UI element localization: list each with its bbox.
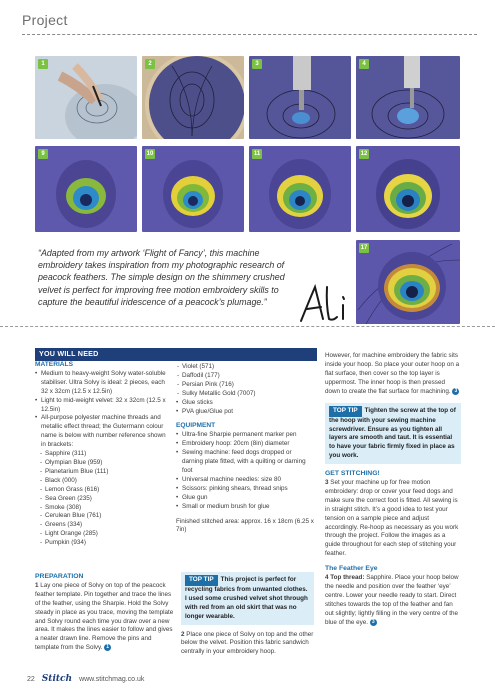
equipment-list	[176, 431, 314, 511]
materials-column	[35, 361, 167, 548]
thread-item: - Pumpkin (934)	[39, 539, 167, 548]
step-photo-4	[356, 56, 460, 139]
materials-heading: MATERIALS	[35, 361, 73, 368]
step-photo-9	[35, 146, 137, 232]
materials-item: • All-purpose polyester machine threads and metallic effect thread; the Gutermann colour name is below with number reference shown in brackets:	[35, 414, 167, 450]
feather-eye-image	[142, 146, 244, 232]
top-tip-text: This project is perfect for recycling fabrics from unwanted clothes. I used some crushed velvet shot through with red from an old skirt that was no longer wearable.	[185, 576, 308, 620]
preparation-section	[35, 573, 175, 653]
photo-number-badge: 12	[360, 151, 368, 157]
section-divider	[0, 326, 495, 327]
photo-reference-badge: 3	[452, 388, 459, 395]
step-text: Set your machine up for free motion embroidery: drop or cover your feed dogs and make sure the correct foot is fitted. All sewing is in straight stitch. It’s a good idea to test your tension on a sample piece and adjust accordingly. Re-hoop as necessary as you work through the project. Follow the images as a guide throughout for each step of stitching your feather.	[325, 479, 459, 558]
top-tip-label: TOP TIP	[185, 575, 218, 586]
photo-number-badge: 4	[359, 59, 369, 69]
materials-item: • Medium to heavy-weight Solvy water-soluble stabiliser. Ultra Solvy is ideal: 2 pieces, each 32 x 32cm (12.5 x 12.5in)	[35, 370, 167, 397]
get-stitching-heading: GET STITCHING!	[325, 470, 380, 478]
photo-number-badge: 2	[145, 59, 155, 69]
hoop-intro-text: However, for machine embroidery the fabric sits inside your hoop. So place your outer hoop on a flat surface, then cover so the top layer is uppermost. The inner hoop is then pressed down to create the flat surface for machining.	[325, 352, 460, 395]
threads-list-continued	[176, 363, 314, 399]
preparation-step-1	[35, 582, 175, 653]
page-number: 22	[27, 676, 35, 683]
step-number: 2	[181, 630, 185, 638]
equipment-item: • Ultra-fine Sharpie permanent marker pen	[176, 431, 314, 440]
photo-number-badge: 17	[360, 245, 368, 251]
materials-list	[35, 370, 167, 450]
you-will-need-heading: YOU WILL NEED	[35, 348, 317, 361]
step-text: Place one piece of Solvy on top and the other below the velvet. Position this fabric sandwich centrally in your embroidery hoop.	[181, 630, 314, 656]
photo-number-badge: 1	[38, 59, 48, 69]
step-photo-12	[356, 146, 460, 232]
feather-eye-image	[356, 146, 460, 232]
preparation-heading: PREPARATION	[35, 573, 84, 580]
thread-item: - Lemon Grass (616)	[39, 486, 167, 495]
artist-signature	[293, 281, 355, 327]
step-photo-1	[35, 56, 137, 139]
step-text: Sapphire. Place your hoop below the needle and position over the feather ‘eye’ centre. Lower your needle ready to start. Direct stitches towards the top of the feather and fan out slightly; lightly filling in the very centre of the blue of the eye.	[325, 574, 459, 626]
thread-item: - Cerulean Blue (761)	[39, 512, 167, 521]
thread-item: - Light Orange (285)	[39, 530, 167, 539]
equipment-item: • Sewing machine: feed dogs dropped or darning plate fitted, with a quilting or darning foot	[176, 449, 314, 476]
step-photo-17	[356, 240, 460, 324]
equipment-item: • Scissors: pinking shears, thread snips	[176, 485, 314, 494]
photo-number-badge: 9	[38, 149, 48, 159]
right-column	[325, 352, 461, 628]
preparation-step-2	[181, 631, 314, 658]
equipment-heading: EQUIPMENT	[176, 422, 216, 430]
feather-eye-image	[249, 146, 351, 232]
thread-item: - Smoke (308)	[39, 504, 167, 513]
thread-item: - Black (000)	[39, 477, 167, 486]
materials-item: • Light to mid-weight velvet: 32 x 32cm (12.5 x 12.5in)	[35, 397, 167, 415]
stitching-step-4	[325, 574, 461, 628]
thread-item: - Olympian Blue (959)	[39, 459, 167, 468]
step-photo-11	[249, 146, 351, 232]
threads-list	[39, 450, 167, 548]
machine-stitching-image	[356, 56, 460, 139]
thread-item: - Sapphire (311)	[39, 450, 167, 459]
step-photo-2	[142, 56, 244, 139]
thread-item: - Persian Pink (716)	[176, 381, 314, 390]
page-header	[22, 12, 477, 28]
finished-area-note: Finished stitched area: approx. 16 x 18cm (6.25 x 7in)	[176, 517, 314, 534]
step-number: 1	[35, 581, 39, 589]
thread-item: - Daffodil (177)	[176, 372, 314, 381]
step-photo-3	[249, 56, 351, 139]
top-tip-label: TOP TIP	[329, 406, 362, 417]
tracing-template-image	[35, 56, 137, 139]
page-footer	[27, 674, 144, 684]
feather-eye-heading: The Feather Eye	[325, 565, 378, 573]
finished-feather-image	[356, 240, 460, 324]
artist-quote: “Adapted from my artwork ‘Flight of Fancy’, this machine embroidery takes inspiration from my photographic research of peacock feathers. The simple design on the shimmery crushed velvet is perfect for improving free motion embroidery skills to capture the beautiful iridescence of a peacock’s plumage.”	[38, 248, 285, 307]
hoop-intro	[325, 352, 461, 397]
step-text: Lay one piece of Solvy on top of the peacock feather template. Pin together and trace the lines of the feather, using the Sharpie. Hold the Solvy steady in place as you trace, moving the template and Solvy round each time you draw over a new area. It makes the lines easier to follow and gives a neater drawn line. Remove the pins and template from the Solvy.	[35, 581, 174, 652]
equipment-item: • Glue gun	[176, 494, 314, 503]
photo-number-badge: 3	[252, 59, 262, 69]
stitching-step-3	[325, 479, 461, 559]
equipment-item: • Universal machine needles: size 80	[176, 476, 314, 485]
extras-item: • Glue sticks	[176, 399, 314, 408]
feather-eye-image	[35, 146, 137, 232]
step-number: 4	[325, 574, 329, 582]
equipment-column	[176, 363, 314, 535]
machine-stitching-image	[249, 56, 351, 139]
photo-reference-badge: 3	[370, 619, 377, 626]
thread-item: - Greens (334)	[39, 521, 167, 530]
top-tip-hoop	[325, 403, 461, 464]
step-photo-10	[142, 146, 244, 232]
step-number: 3	[325, 479, 329, 487]
you-will-need-box	[35, 348, 317, 361]
magazine-logo: Stitch	[41, 674, 73, 684]
velvet-hoop-image	[142, 56, 244, 139]
top-tip-text: Tighten the screw at the top of the hoop with your sewing machine screwdriver. Ensure as you tighten all layers are smooth and taut. It is essential to have your fabric firmly fixed in place as you work.	[329, 406, 456, 460]
top-tip-box	[181, 572, 314, 657]
photo-number-badge: 11	[253, 151, 261, 157]
thread-item: - Planetarium Blue (111)	[39, 468, 167, 477]
extras-item: • PVA glue/Glue pot	[176, 408, 314, 417]
step-lead: Top thread:	[330, 574, 365, 582]
top-tip-recycling	[181, 572, 314, 625]
equipment-item: • Small or medium brush for glue	[176, 503, 314, 512]
extras-list	[176, 399, 314, 417]
equipment-item: • Embroidery hoop: 20cm (8in) diameter	[176, 440, 314, 449]
section-title: Project	[22, 12, 68, 28]
header-divider	[22, 34, 477, 35]
thread-item: - Sulky Metallic Gold (7007)	[176, 390, 314, 399]
photo-number-badge: 10	[146, 151, 154, 157]
photo-reference-badge: 1	[104, 644, 111, 651]
thread-item: - Sea Green (235)	[39, 495, 167, 504]
magazine-url: www.stitchmag.co.uk	[79, 676, 145, 683]
thread-item: - Violet (571)	[176, 363, 314, 372]
